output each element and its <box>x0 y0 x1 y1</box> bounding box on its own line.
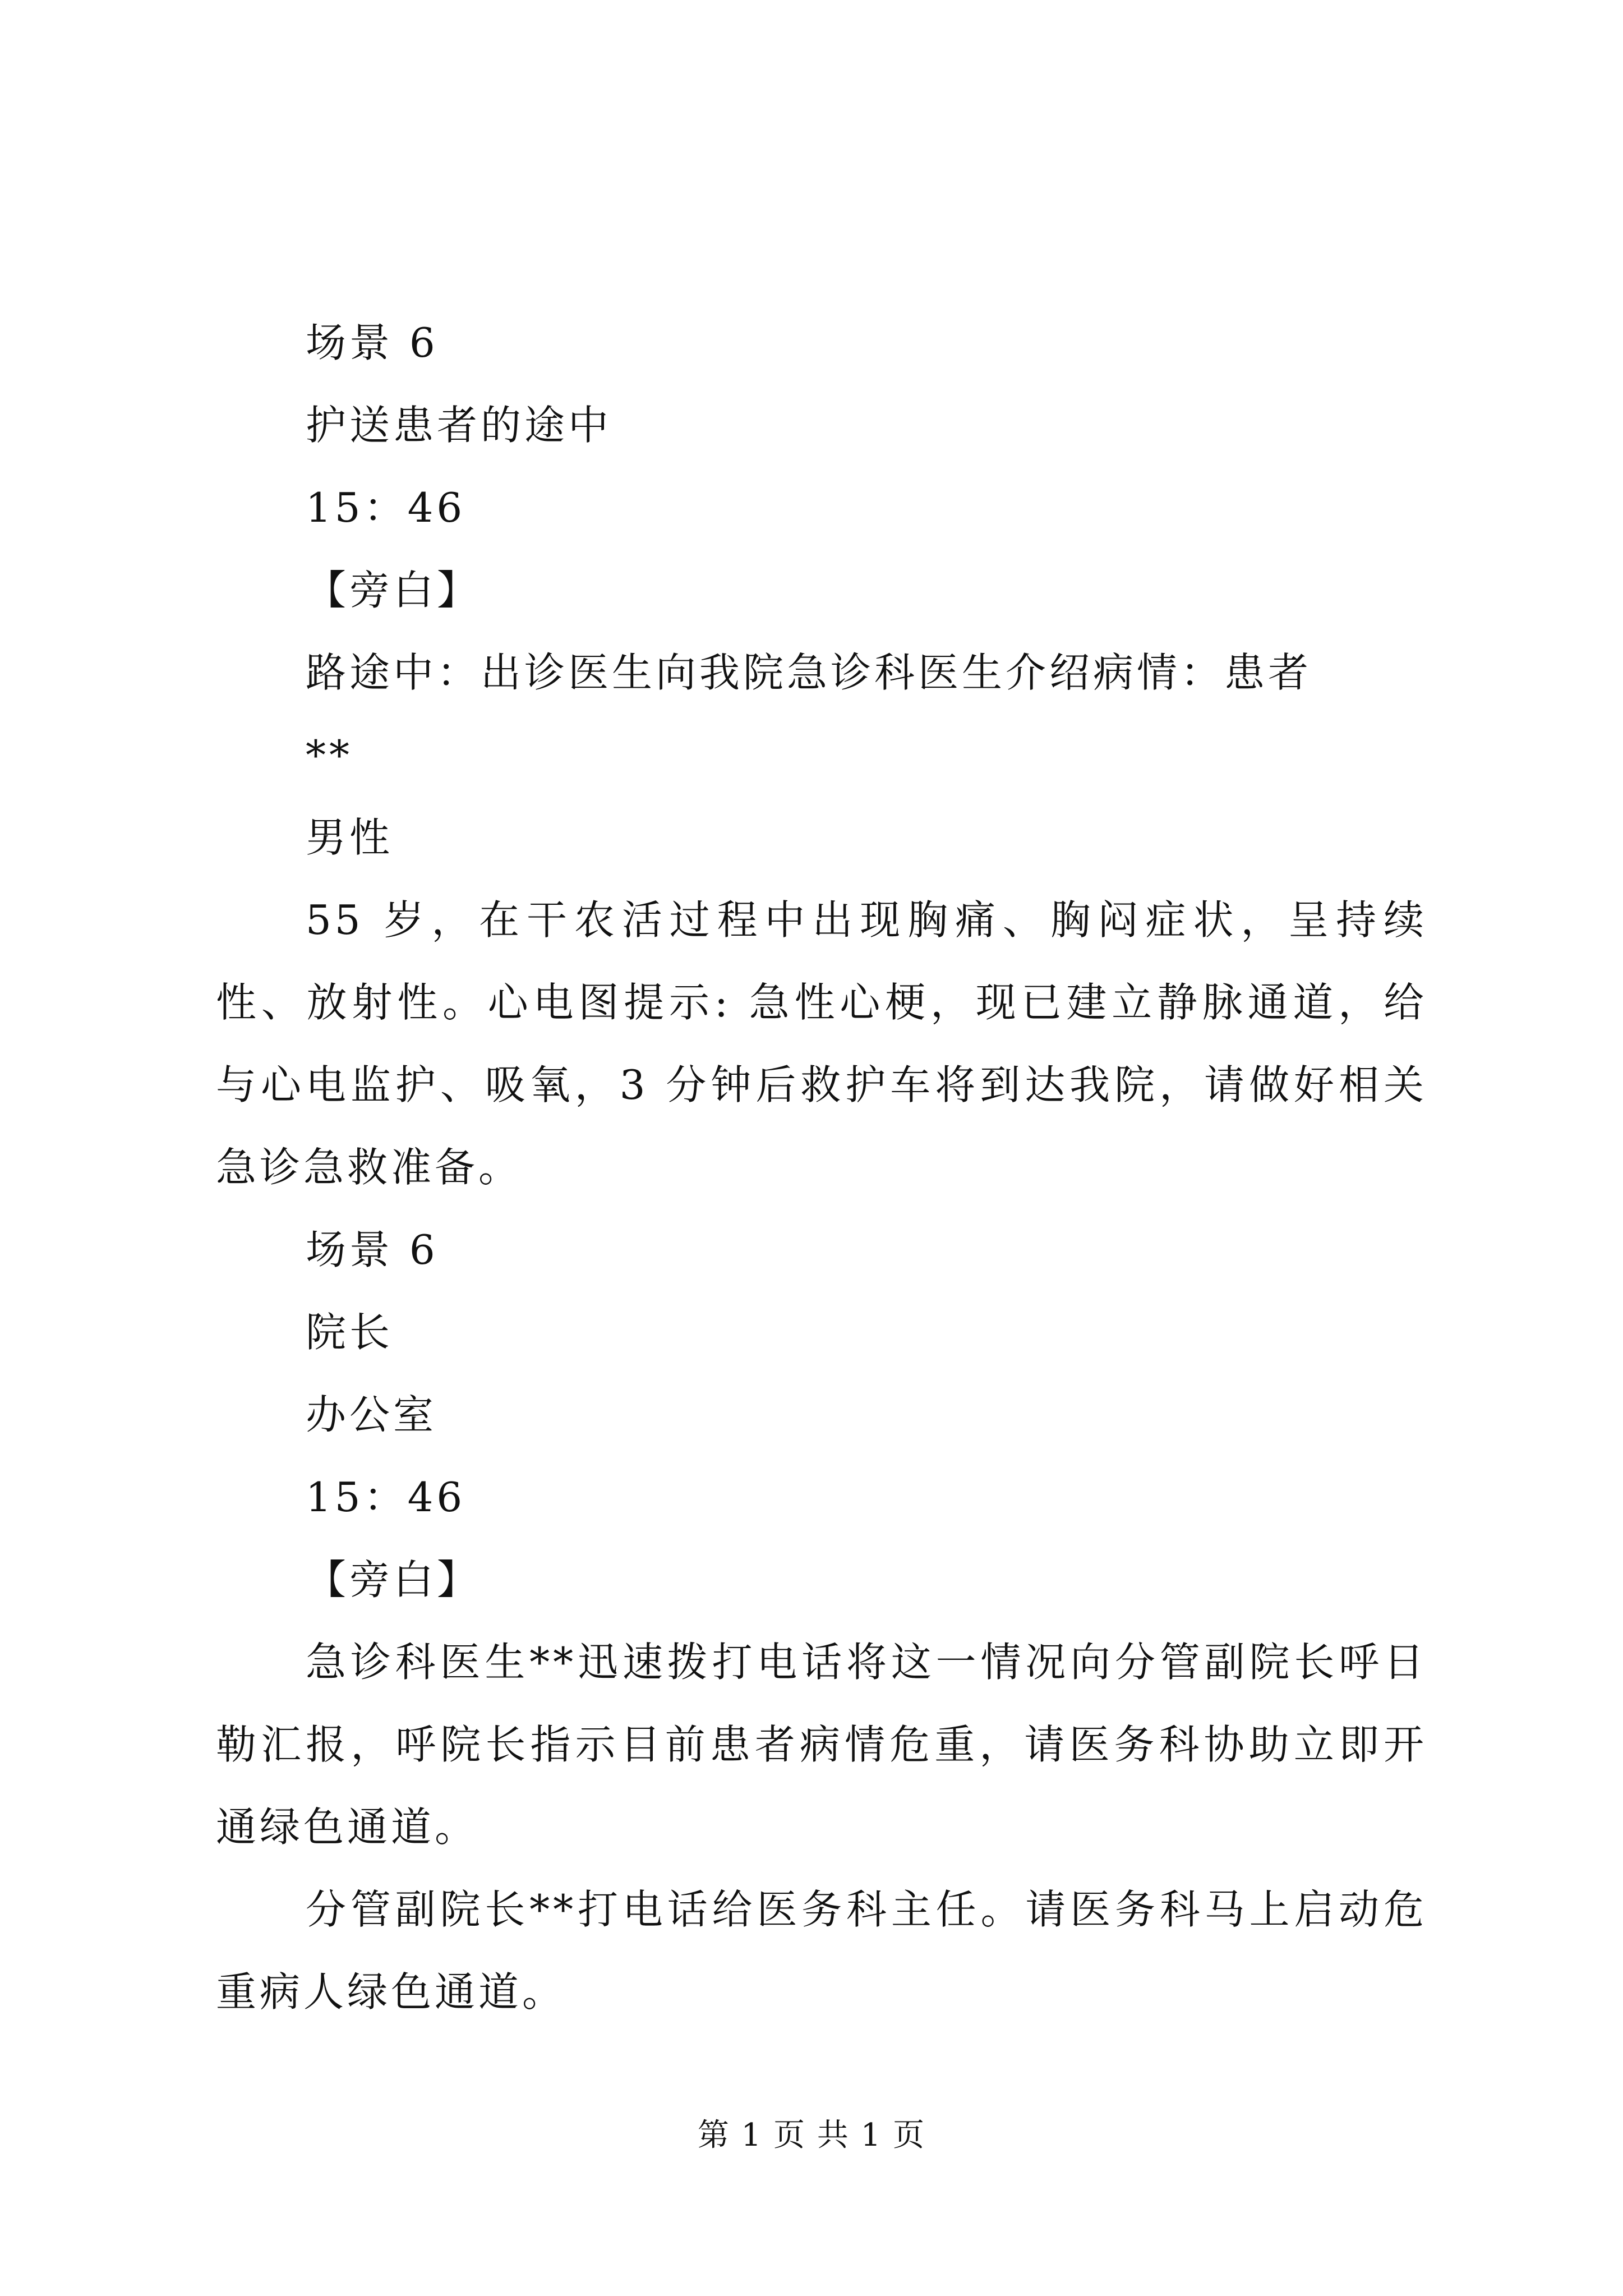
narration-label: 【旁白】 <box>306 567 481 614</box>
narration-paragraph: 分管副院长**打电话给医务科主任。请医务科马上启动危重病人绿色通道。 <box>216 1886 1427 2016</box>
page-footer: 第 1 页 共 1 页 <box>697 2117 926 2154</box>
patient-gender: 男性 <box>306 814 394 861</box>
scene-time: 15：46 <box>306 1474 466 1521</box>
scene-location: 护送患者的途中 <box>306 402 612 449</box>
document-body <box>216 302 1427 2033</box>
patient-name: ** <box>306 731 353 779</box>
scene-heading: 场景 6 <box>306 319 439 366</box>
narration-label: 【旁白】 <box>306 1556 481 1603</box>
scene-heading: 场景 6 <box>306 1226 439 1273</box>
scene-location: 办公室 <box>306 1391 437 1438</box>
narration-paragraph: 急诊科医生**迅速拨打电话将这一情况向分管副院长呼日勒汇报，呼院长指示目前患者病情危重，请医务科协助立即开通绿色通道。 <box>216 1639 1427 1851</box>
narration-line: 路途中：出诊医生向我院急诊科医生介绍病情：患者 <box>306 649 1312 696</box>
patient-description-paragraph: 55 岁，在干农活过程中出现胸痛、胸闷症状，呈持续性、放射性。心电图提示: 急性心梗，现已建立静脉通道，给与心电监护、吸氧，3 分钟后救护车将到达我院，请做好相关急诊急救准备。 <box>216 896 1427 1191</box>
scene-time: 15：46 <box>306 484 466 531</box>
scene-person: 院长 <box>306 1309 394 1356</box>
